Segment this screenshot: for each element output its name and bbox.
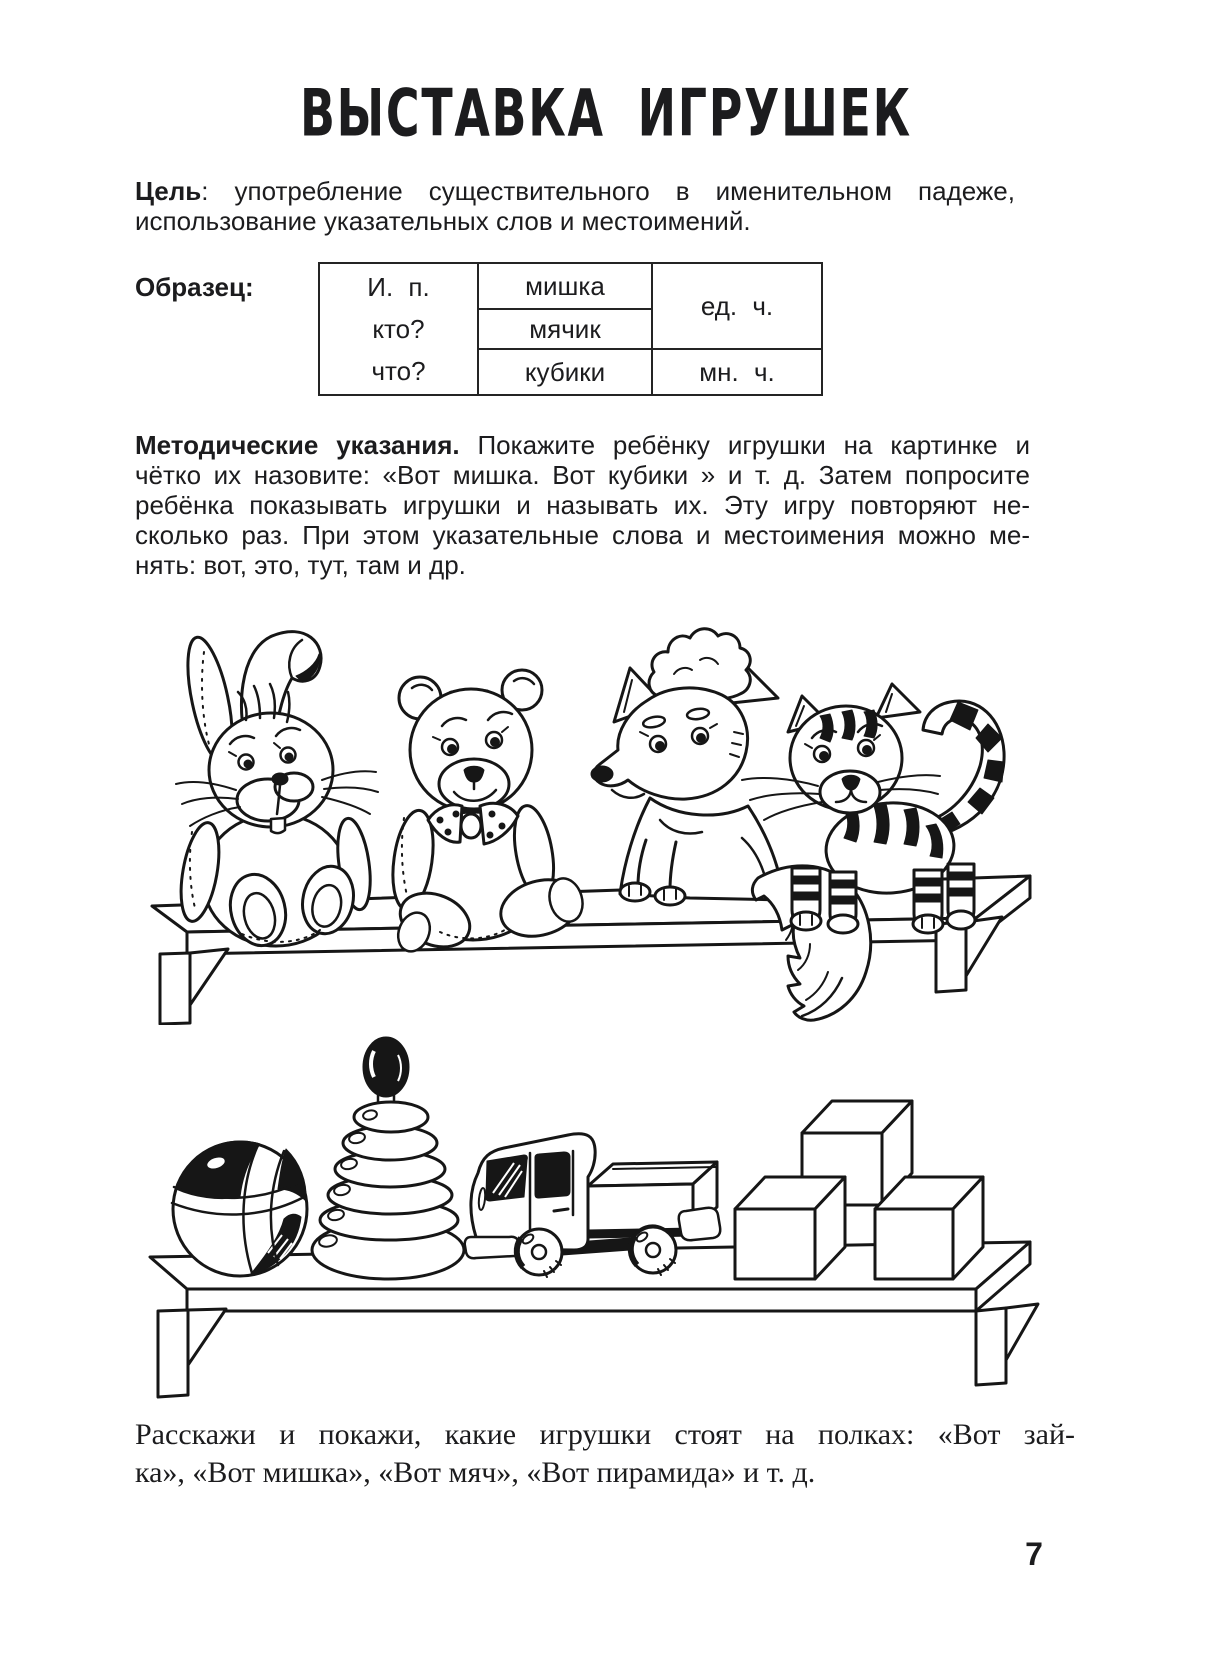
goal-line-2: использование указательных слов и местоимений. bbox=[135, 206, 751, 236]
toy-shelf-bottom-illustration bbox=[130, 1005, 1040, 1415]
method-line-5: нять: вот, это, тут, там и др. bbox=[135, 550, 466, 580]
page-title-text: ВЫСТАВКА ИГРУШЕК bbox=[299, 75, 912, 152]
goal-line-1-rest: : употребление существительного в именительном падеже, bbox=[201, 176, 1015, 206]
method-label: Методические указания. bbox=[135, 430, 460, 460]
sample-cell-word-1: мишка bbox=[478, 263, 652, 309]
method-line-3: ребёнка показывать игрушки и называть их. Эту игру повторяют не- bbox=[135, 490, 1030, 520]
fox-toy bbox=[591, 629, 871, 1020]
case-line: кто? bbox=[372, 314, 425, 344]
method-line-1 bbox=[135, 430, 1030, 460]
task-text bbox=[135, 1416, 1075, 1492]
goal-text bbox=[135, 176, 1015, 236]
task-line-1: Расскажи и покажи, какие игрушки стоят на полках: «Вот зай- bbox=[135, 1418, 1075, 1451]
sample-cell-word-3: кубики bbox=[478, 349, 652, 395]
method-text bbox=[135, 430, 1030, 580]
sample-cell-case bbox=[319, 263, 478, 395]
goal-line-1 bbox=[135, 176, 1015, 206]
sample-cell-singular: ед. ч. bbox=[652, 263, 822, 349]
task-line-2: ка», «Вот мишка», «Вот мяч», «Вот пирамида» и т. д. bbox=[135, 1456, 816, 1489]
method-line-1-rest: Покажите ребёнку игрушки на картинке и bbox=[459, 430, 1030, 460]
sample-table bbox=[318, 262, 823, 396]
method-line-2: чётко их назовите: «Вот мишка. Вот кубики » и т. д. Затем попросите bbox=[135, 460, 1030, 490]
sample-label: Образец: bbox=[135, 272, 254, 302]
page-number: 7 bbox=[1025, 1536, 1043, 1572]
goal-label: Цель bbox=[135, 176, 202, 206]
case-line: что? bbox=[371, 356, 426, 386]
ball-toy bbox=[172, 1141, 307, 1276]
bunny-toy bbox=[175, 632, 378, 952]
sample-cell-word-2: мячик bbox=[478, 309, 652, 349]
toy-shelf-top-illustration bbox=[130, 580, 1040, 1025]
teddy-bear-toy bbox=[387, 670, 587, 957]
sample-cell-plural: мн. ч. bbox=[652, 349, 822, 395]
page-title bbox=[0, 75, 1211, 152]
method-line-4: сколько раз. При этом указательные слова и местоимения можно ме- bbox=[135, 520, 1030, 550]
pyramid-toy bbox=[312, 1037, 464, 1279]
case-line: И. п. bbox=[367, 272, 430, 302]
